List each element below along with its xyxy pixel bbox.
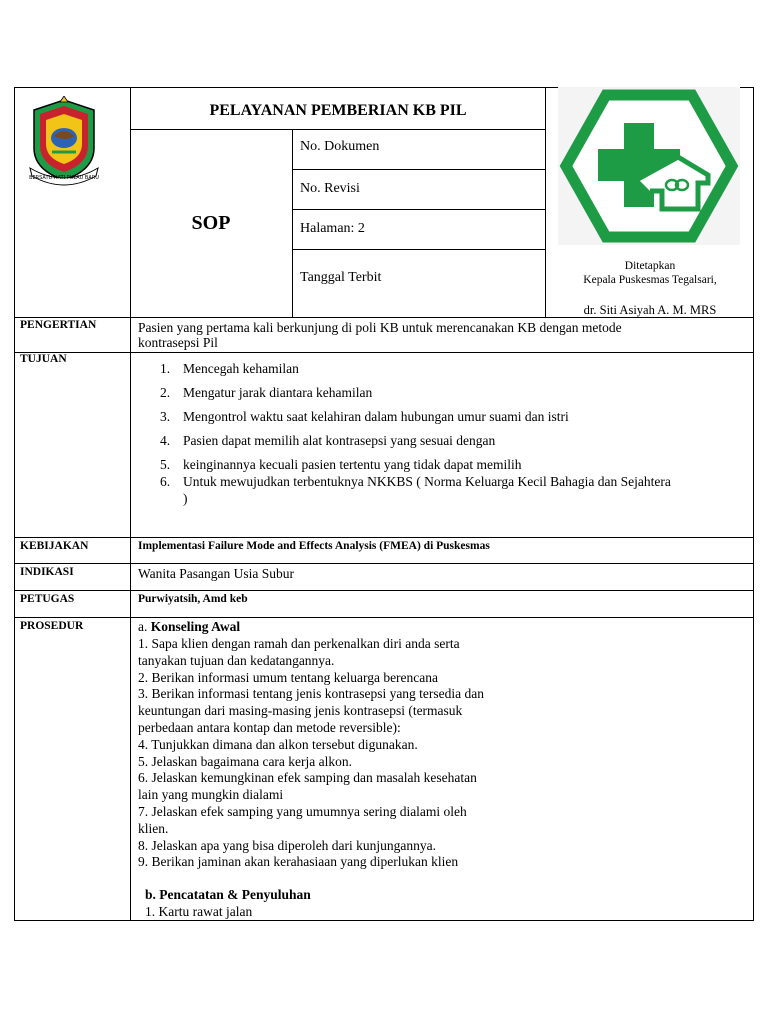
tujuan-num-3: 3. (160, 409, 171, 424)
tujuan-num-5: 5. (160, 457, 171, 472)
document-title: PELAYANAN PEMBERIAN KB PIL (209, 102, 467, 119)
puskesmas-logo (558, 87, 740, 245)
label-pengertian: PENGERTIAN (20, 319, 97, 331)
tujuan-num-6: 6. (160, 474, 171, 489)
tujuan-item-3: Mengontrol waktu saat kelahiran dalam hubungan umur suami dan istri (183, 409, 569, 424)
prosedur-line-b1: 1. Kartu rawat jalan (145, 904, 253, 919)
field-halaman: Halaman: 2 (300, 221, 365, 236)
tujuan-item-6: Untuk mewujudkan terbentuknya NKKBS ( Norma Keluarga Kecil Bahagia dan Sejahtera (183, 474, 671, 489)
field-line-3 (292, 249, 546, 250)
title-bottom-line (130, 129, 546, 130)
kebijakan-text: Implementasi Failure Mode and Effects Analysis (FMEA) di Puskesmas (138, 540, 490, 552)
field-no-dokumen: No. Dokumen (300, 139, 380, 154)
field-line-2 (292, 209, 546, 210)
outer-border-bottom (14, 920, 754, 921)
tujuan-num-1: 1. (160, 361, 171, 376)
label-kebijakan: KEBIJAKAN (20, 540, 89, 552)
section-a-title: Konseling Awal (150, 619, 241, 634)
section-a-prefix: a. (138, 619, 148, 634)
approval-signer: dr. Siti Asiyah A. M. MRS (583, 303, 717, 317)
label-prosedur: PROSEDUR (20, 620, 84, 632)
prosedur-line: 6. Jelaskan kemungkinan efek samping dan masalah kesehatan (138, 770, 477, 786)
crest-motto: BERSATU HATI PULAU BARU (29, 175, 99, 181)
prosedur-line: klien. (138, 820, 169, 836)
petugas-text: Purwiyatsih, Amd keb (138, 593, 248, 605)
prosedur-section-b: b. Pencatatan & Penyuluhan (145, 887, 311, 902)
tujuan-item-5: keinginannya kecuali pasien tertentu yang tidak dapat memilih (183, 457, 522, 472)
label-tujuan: TUJUAN (20, 353, 67, 365)
prosedur-line: 4. Tunjukkan dimana dan alkon tersebut digunakan. (138, 736, 418, 752)
approval-line-2: Kepala Puskesmas Tegalsari, (583, 274, 717, 286)
outer-border-right (753, 87, 754, 921)
prosedur-line: 5. Jelaskan bagaimana cara kerja alkon. (138, 753, 353, 769)
field-tanggal-terbit: Tanggal Terbit (300, 270, 382, 285)
prosedur-line: lain yang mungkin dialami (138, 787, 284, 803)
prosedur-line: 9. Berikan jaminan akan kerahasiaan yang diperlukan klien (138, 854, 459, 870)
prosedur-line: 7. Jelaskan efek samping yang umumnya sering dialami oleh (138, 803, 467, 819)
outer-border-left (14, 87, 15, 921)
prosedur-line: 1. Sapa klien dengan ramah dan perkenalkan diri anda serta (138, 636, 460, 651)
pengertian-line-2: kontrasepsi Pil (138, 335, 218, 350)
pengertian-line-1: Pasien yang pertama kali berkunjung di poli KB untuk merencanakan KB dengan metode (138, 320, 622, 335)
row-line-petugas (14, 590, 754, 591)
prosedur-line: perbedaan antara kontap dan metode reversible): (138, 719, 401, 735)
indikasi-text: Wanita Pasangan Usia Subur (138, 566, 295, 581)
tujuan-item-4: Pasien dapat memilih alat kontrasepsi yang sesuai dengan (183, 433, 496, 448)
header-field-divider (292, 129, 293, 317)
prosedur-line: 3. Berikan informasi tentang jenis kontrasepsi yang tersedia dan (138, 686, 485, 702)
tujuan-item-6-cont: ) (183, 491, 188, 506)
row-line-kebijakan (14, 537, 754, 538)
regency-crest-logo (26, 96, 102, 186)
tujuan-item-2: Mengatur jarak diantara kehamilan (183, 385, 373, 400)
row-line-tujuan (14, 352, 754, 353)
prosedur-line: tanyakan tujuan dan kedatangannya. (138, 652, 335, 668)
prosedur-line: 8. Jelaskan apa yang bisa diperoleh dari kunjungannya. (138, 837, 437, 853)
label-indikasi: INDIKASI (20, 566, 74, 578)
prosedur-lines-a (138, 636, 484, 871)
field-line-1 (292, 169, 546, 170)
approval-line-1: Ditetapkan (624, 260, 676, 272)
row-line-prosedur (14, 617, 754, 618)
row-line-indikasi (14, 563, 754, 564)
sop-label: SOP (191, 212, 231, 234)
tujuan-item-1: Mencegah kehamilan (183, 361, 299, 376)
label-petugas: PETUGAS (20, 593, 75, 605)
tujuan-num-4: 4. (160, 433, 171, 448)
prosedur-section-a (138, 619, 240, 635)
field-no-revisi: No. Revisi (300, 181, 360, 196)
tujuan-num-2: 2. (160, 385, 171, 400)
prosedur-line: keuntungan dari masing-masing jenis kontrasepsi (termasuk (138, 703, 463, 719)
prosedur-line: 2. Berikan informasi umum tentang keluarga berencana (138, 669, 439, 685)
